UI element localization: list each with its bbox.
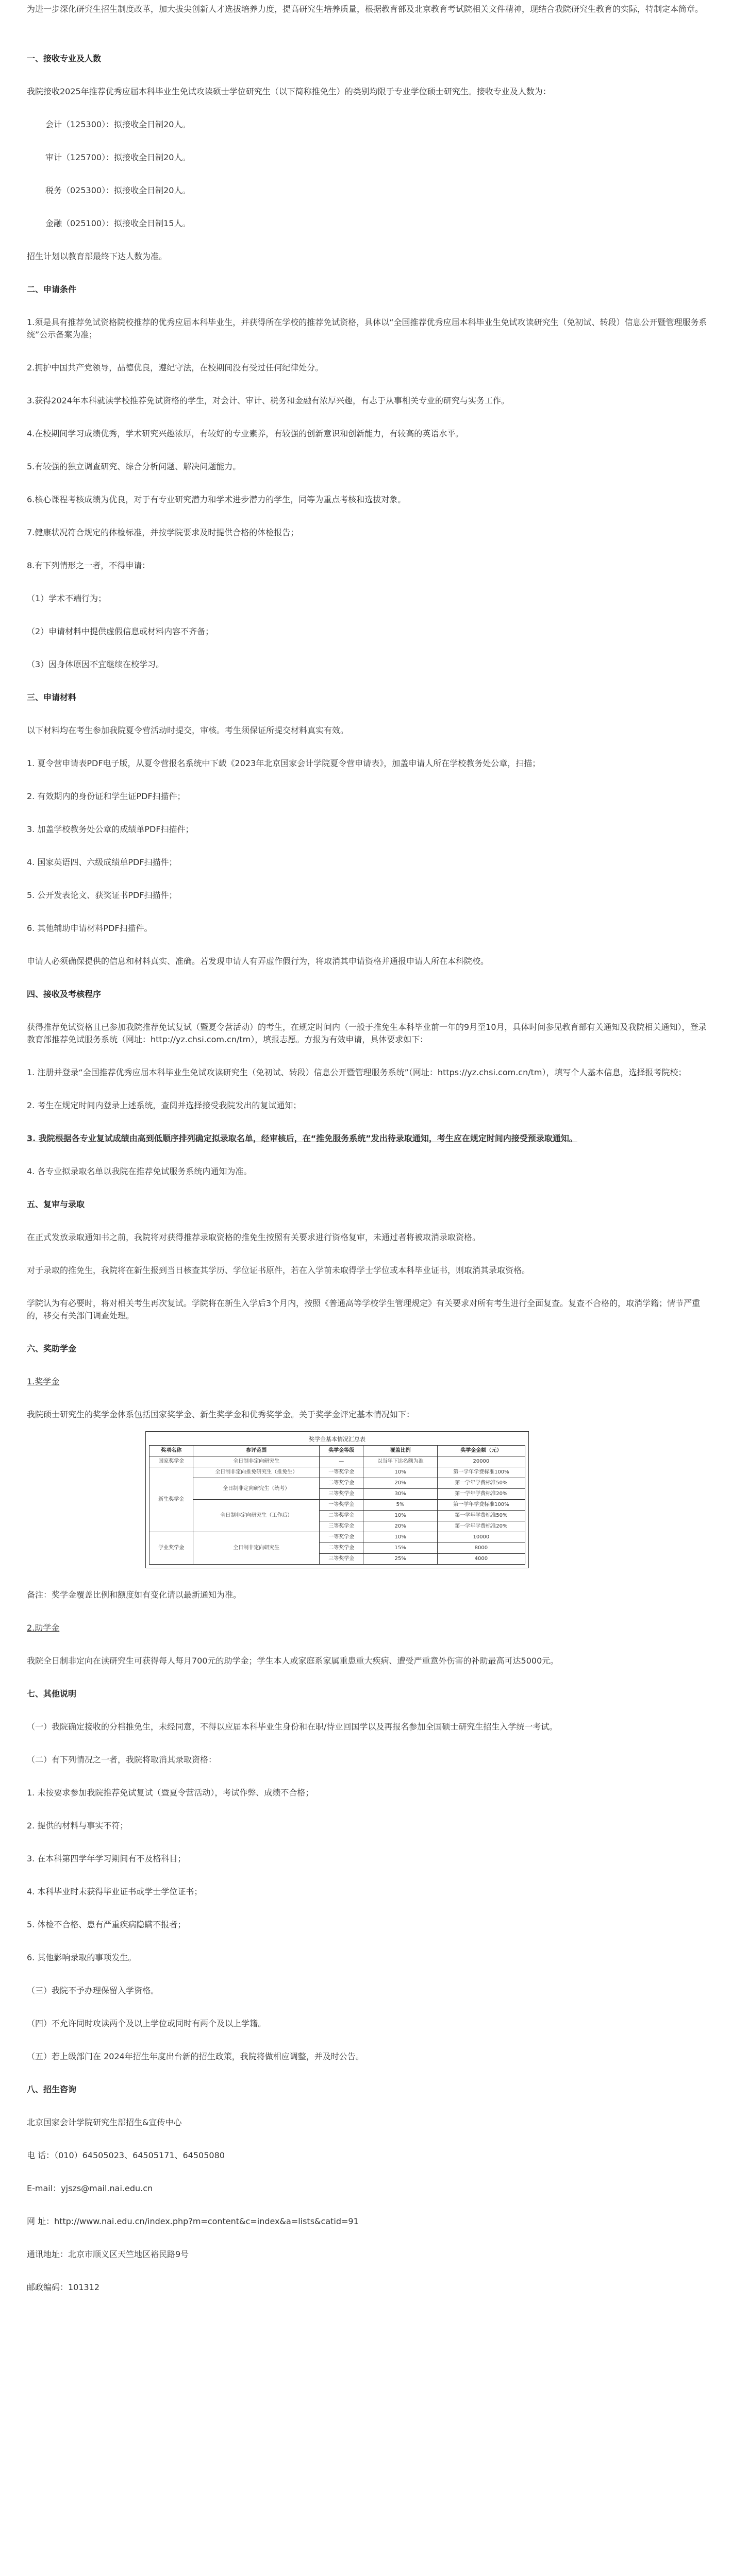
table-cell: 8000 — [437, 1543, 525, 1554]
table-cell: 一等奖学金 — [320, 1467, 363, 1478]
section-4-heading: 四、接收及考核程序 — [27, 989, 102, 999]
table-cell: 学业奖学金 — [149, 1532, 193, 1565]
procedure-item: 1. 注册并登录“全国推荐优秀应届本科毕业生免试攻读研究生（免初试、转段）信息公开暨管理服务系统”（网址：https://yz.chsi.com.cn/tm），填写个人基本信息，选择报考院校； — [27, 1067, 687, 1077]
condition-item: 7.健康状况符合规定的体检标准，并按学院要求及时提供合格的体检报告； — [27, 528, 299, 537]
intro-paragraph: 为进一步深化研究生招生制度改革，加大拔尖创新人才选拔培养力度，提高研究生培养质量，根据教育部及北京教育考试院相关文件精神，现结合我院研究生教育的实际，特制定本简章。 — [27, 4, 704, 14]
material-item: 4. 国家英语四、六级成绩单PDF扫描件； — [27, 857, 177, 867]
table-header-cell: 参评范围 — [193, 1446, 320, 1456]
scholarship-table — [149, 1445, 525, 1565]
condition-item: 4.在校期间学习成绩优秀，学术研究兴趣浓厚，有较好的专业素养，有较强的创新意识和创新能力，有较高的英语水平。 — [27, 429, 464, 438]
table-cell: 国家奖学金 — [149, 1456, 193, 1467]
cancel-item: 3. 在本科第四学年学习期间有不及格科目； — [27, 1854, 186, 1863]
table-cell: 10% — [363, 1532, 437, 1543]
table-cell: 30% — [363, 1489, 437, 1500]
procedure-item-emphasis: 3. 我院根据各专业复试成绩由高到低顺序排列确定拟录取名单，经审核后，在“推免服务系统”发出待录取通知，考生应在规定时间内接受预录取通知。 — [27, 1133, 577, 1143]
scholarship-intro: 我院硕士研究生的奖学金体系包括国家奖学金、新生奖学金和优秀奖学金。关于奖学金评定基本情况如下： — [27, 1410, 415, 1419]
table-cell: 三等奖学金 — [320, 1554, 363, 1565]
review-paragraph: 对于录取的推免生，我院将在新生报到当日核查其学历、学位证书原件，若在入学前未取得学士学位或本科毕业证书，则取消其录取资格。 — [27, 1265, 530, 1275]
contact-org: 北京国家会计学院研究生部招生&宣传中心 — [27, 2117, 182, 2127]
table-header-row — [149, 1446, 525, 1456]
major-item: 会计（125300）：拟接收全日制20人。 — [45, 120, 191, 129]
contact-address: 通讯地址：北京市顺义区天竺地区裕民路9号 — [27, 2249, 189, 2259]
table-cell: 第一学年学费标准20% — [437, 1521, 525, 1532]
grant-paragraph: 我院全日制非定向在读研究生可获得每人每月700元的助学金；学生本人或家庭系家属重患重大疾病、遭受严重意外伤害的补助最高可达5000元。 — [27, 1656, 559, 1666]
condition-item: 5.有较强的独立调查研究、综合分析问题、解决问题能力。 — [27, 462, 241, 471]
table-row — [149, 1532, 525, 1543]
major-item: 金融（025100）：拟接收全日制15人。 — [45, 218, 191, 228]
other-paragraph: （一）我院确定接收的分档推免生，未经同意，不得以应届本科毕业生身份和在职/待业回国学以及再报名参加全国硕士研究生招生入学统一考试。 — [27, 1722, 558, 1732]
table-cell: 二等奖学金 — [320, 1478, 363, 1489]
condition-item: 1.须是具有推荐免试资格院校推荐的优秀应届本科毕业生，并获得所在学校的推荐免试资格，具体以“全国推荐优秀应届本科毕业生免试攻读研究生（免初试、转段）信息公开暨管理服务系统”公示备案为准； — [27, 317, 707, 340]
table-cell: 新生奖学金 — [149, 1467, 193, 1532]
table-cell: 4000 — [437, 1554, 525, 1565]
table-cell: 10% — [363, 1511, 437, 1521]
table-row — [149, 1456, 525, 1467]
table-cell: 5% — [363, 1500, 437, 1511]
contact-zipcode: 邮政编码：101312 — [27, 2282, 100, 2292]
section-7-heading: 七、其他说明 — [27, 1689, 77, 1699]
table-cell: 三等奖学金 — [320, 1489, 363, 1500]
material-item: 3. 加盖学校教务处公章的成绩单PDF扫描件； — [27, 824, 194, 834]
material-item: 5. 公开发表论文、获奖证书PDF扫描件； — [27, 890, 177, 900]
cancel-item: 2. 提供的材料与事实不符； — [27, 1821, 128, 1831]
table-header-cell: 覆盖比例 — [363, 1446, 437, 1456]
table-cell: 20% — [363, 1478, 437, 1489]
procedure-item: 2. 考生在规定时间内登录上述系统，查阅并选择接受我院发出的复试通知； — [27, 1100, 302, 1110]
other-paragraph: （四）不允许同时攻读两个及以上学位或同时有两个及以上学籍。 — [27, 2019, 267, 2028]
section-1-heading: 一、接收专业及人数 — [27, 54, 102, 63]
table-cell: — — [320, 1456, 363, 1467]
section-1-lead: 我院接收2025年推荐优秀应届本科毕业生免试攻读硕士学位研究生（以下简称推免生）的类别均限于专业学位硕士研究生。接收专业及人数为： — [27, 87, 551, 96]
table-cell: 第一学年学费标准50% — [437, 1511, 525, 1521]
procedure-item: 4. 各专业拟录取名单以我院在推荐免试服务系统内通知为准。 — [27, 1166, 252, 1176]
contact-email[interactable]: E-mail：yjszs@mail.nai.edu.cn — [27, 2183, 153, 2193]
major-item: 审计（125700）：拟接收全日制20人。 — [45, 152, 191, 162]
table-cell: 以当年下达名额为准 — [363, 1456, 437, 1467]
table-cell: 20000 — [437, 1456, 525, 1467]
table-cell: 10000 — [437, 1532, 525, 1543]
condition-item: 8.有下列情形之一者，不得申请： — [27, 561, 151, 570]
table-cell: 二等奖学金 — [320, 1511, 363, 1521]
cancel-item: 1. 未按要求参加我院推荐免试复试（暨夏令营活动），考试作弊、成绩不合格； — [27, 1788, 314, 1798]
grant-subheading: 2.助学金 — [27, 1623, 60, 1633]
other-paragraph: （三）我院不予办理保留入学资格。 — [27, 1986, 159, 1995]
condition-item: 2.拥护中国共产党领导，品德优良，遵纪守法，在校期间没有受过任何纪律处分。 — [27, 363, 324, 372]
table-row — [149, 1500, 525, 1511]
material-item: 1. 夏令营申请表PDF电子版，从夏令营报名系统中下载《2023年北京国家会计学院夏令营申请表》，加盖申请人所在学校教务处公章，扫描； — [27, 758, 541, 768]
table-header-cell: 奖学金等级 — [320, 1446, 363, 1456]
section-3-note: 申请人必须确保提供的信息和材料真实、准确。若发现申请人有弄虚作假行为，将取消其申请资格并通报申请人所在本科院校。 — [27, 956, 489, 966]
table-cell: 二等奖学金 — [320, 1543, 363, 1554]
table-cell: 一等奖学金 — [320, 1500, 363, 1511]
cancel-item: 5. 体检不合格、患有严重疾病隐瞒不报者； — [27, 1920, 186, 1929]
table-cell: 全日制非定向研究生（工作后） — [193, 1500, 320, 1532]
document-body — [27, 3, 712, 2314]
exclusion-item: （1）学术不端行为； — [27, 594, 107, 603]
contact-phone: 电 话：（010）64505023、64505171、64505080 — [27, 2150, 225, 2160]
review-paragraph: 学院认为有必要时，将对相关考生再次复试。学院将在新生入学后3个月内，按照《普通高等学校学生管理规定》有关要求对所有考生进行全面复查。复查不合格的，取消学籍；情节严重的，移交有关部门调查处理。 — [27, 1298, 701, 1320]
table-cell: 15% — [363, 1543, 437, 1554]
material-item: 2. 有效期内的身份证和学生证PDF扫描件； — [27, 791, 186, 801]
table-cell: 20% — [363, 1521, 437, 1532]
section-6-heading: 六、奖助学金 — [27, 1344, 77, 1353]
section-5-heading: 五、复审与录取 — [27, 1199, 85, 1209]
table-row — [149, 1478, 525, 1489]
major-item: 税务（025300）：拟接收全日制20人。 — [45, 185, 191, 195]
review-paragraph: 在正式发放录取通知书之前，我院将对获得推荐录取资格的推免生按照有关要求进行资格复审，未通过者将被取消录取资格。 — [27, 1232, 481, 1242]
table-cell: 全日制非定向推免研究生（推免生） — [193, 1467, 320, 1478]
section-2-heading: 二、申请条件 — [27, 284, 77, 294]
table-cell: 全日制非定向研究生 — [193, 1456, 320, 1467]
contact-website[interactable]: 网 址：http://www.nai.edu.cn/index.php?m=content&c=index&a=lists&catid=91 — [27, 2216, 359, 2226]
scholarship-table-container — [145, 1431, 529, 1568]
section-3-heading: 三、申请材料 — [27, 692, 77, 702]
table-cell: 25% — [363, 1554, 437, 1565]
section-8-heading: 八、招生咨询 — [27, 2084, 77, 2094]
table-header-cell: 奖学金金额（元） — [437, 1446, 525, 1456]
condition-item: 3.获得2024年本科就读学校推荐免试资格的学生，对会计、审计、税务和金融有浓厚兴趣，有志于从事相关专业的研究与实务工作。 — [27, 396, 509, 405]
table-row — [149, 1467, 525, 1478]
table-cell: 10% — [363, 1467, 437, 1478]
table-cell: 一等奖学金 — [320, 1532, 363, 1543]
exclusion-item: （2）申请材料中提供虚假信息或材料内容不齐备； — [27, 626, 214, 636]
section-3-lead: 以下材料均在考生参加我院夏令营活动时提交，审核。考生须保证所提交材料真实有效。 — [27, 725, 349, 735]
other-paragraph: （五）若上级部门在 2024年招生年度出台新的招生政策，我院将做相应调整，并及时公告。 — [27, 2052, 364, 2061]
table-cell: 第一学年学费标准100% — [437, 1500, 525, 1511]
section-4-lead: 获得推荐免试资格且已参加我院推荐免试复试（暨夏令营活动）的考生，在规定时间内（一般于推免生本科毕业前一年的9月至10月，具体时间参见教育部有关通知及我院相关通知），登录教育部推荐免试服务系统（网址：http://yz.chsi.com.cn/tm），填报志愿。方报为有效申请，具体要求如下： — [27, 1022, 707, 1044]
scholarship-subheading: 1.奖学金 — [27, 1377, 60, 1386]
material-item: 6. 其他辅助申请材料PDF扫描件。 — [27, 923, 153, 933]
table-header-cell: 奖项名称 — [149, 1446, 193, 1456]
table-cell: 第一学年学费标准20% — [437, 1489, 525, 1500]
scholarship-note: 备注：奖学金覆盖比例和额度如有变化请以最新通知为准。 — [27, 1590, 242, 1600]
table-cell: 第一学年学费标准100% — [437, 1467, 525, 1478]
table-cell: 三等奖学金 — [320, 1521, 363, 1532]
exclusion-item: （3）因身体原因不宜继续在校学习。 — [27, 659, 164, 669]
table-cell: 全日制非定向研究生（统考） — [193, 1478, 320, 1500]
condition-item: 6.核心课程考核成绩为优良，对于有专业研究潜力和学术进步潜力的学生，同等为重点考核和选拔对象。 — [27, 495, 406, 504]
section-1-note: 招生计划以教育部最终下达人数为准。 — [27, 251, 168, 261]
other-paragraph: （二）有下列情况之一者，我院将取消其录取资格： — [27, 1755, 217, 1765]
scholarship-table-title: 奖学金基本情况汇总表 — [309, 1436, 365, 1443]
table-cell: 全日制非定向研究生 — [193, 1532, 320, 1565]
cancel-item: 6. 其他影响录取的事项发生。 — [27, 1953, 137, 1962]
cancel-item: 4. 本科毕业时未获得毕业证书或学士学位证书； — [27, 1887, 203, 1896]
table-cell: 第一学年学费标准50% — [437, 1478, 525, 1489]
